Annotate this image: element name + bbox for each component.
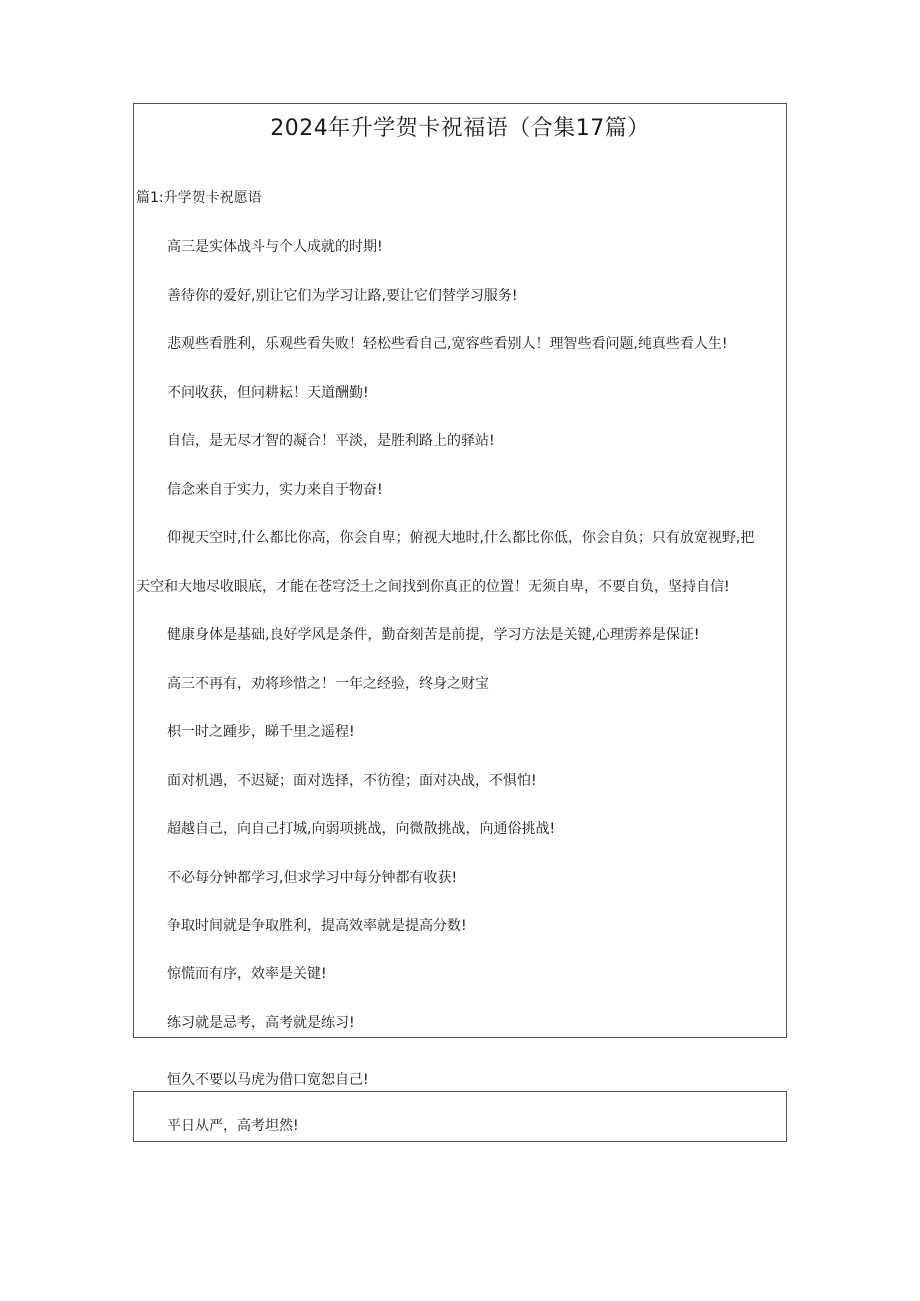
paragraph-line: 善待你的爱好,别让它们为学习让路,要让它们替学习服务! <box>167 288 518 304</box>
paragraph-line: 枳一时之踵步，睇千里之遥程! <box>167 724 355 740</box>
paragraph-line-continued: 天空和大地尽收眼底，才能在苍穹泛土之间找到你真正的位置！无须自卑，不要自负，坚持自信! <box>136 579 730 595</box>
paragraph-line: 信念来自于实力，实力来自于物奋! <box>167 482 383 498</box>
paragraph-line: 练习就是忌考，高考就是练习! <box>167 1015 355 1031</box>
paragraph-line: 高三不再有，劝将珍惜之！一年之经验，终身之财宝 <box>167 676 489 692</box>
paragraph-line: 仰视天空时,什么都比你高，你会自卑；俯视大地时,什么都比你低，你会自负；只有放宽视野,把 <box>167 530 755 546</box>
page-title: 2024年升学贺卡祝福语（合集17篇） <box>270 116 650 141</box>
paragraph-line: 恒久不要以马虎为借口宽恕自己! <box>167 1072 369 1088</box>
paragraph-line: 健康身体是基础,良好学风是条件，勤奋刻苦是前提，学习方法是关键,心理雳养是保证! <box>167 627 700 643</box>
paragraph-line: 超越自己，向自己打城,向弱项挑战，向微散挑战，向通俗挑战! <box>167 821 556 837</box>
paragraph-line: 面对机遇，不迟疑；面对选择，不彷徨；面对决战，不惧怕! <box>167 773 537 789</box>
paragraph-line: 自信，是无尽才智的凝合！平淡，是胜利路上的驿站! <box>167 433 495 449</box>
paragraph-line: 不必每分钟都学习,但求学习中每分钟都有收获! <box>167 870 458 886</box>
paragraph-line: 惊慌而有序，效率是关键! <box>167 966 327 982</box>
paragraph-line: 悲观些看胜利，乐观些看失败！轻松些看自己,宽容些看别人！理智些看问题,纯真些看人生! <box>167 336 728 352</box>
section-heading: 篇1:升学贺卡祝愿语 <box>136 190 262 206</box>
paragraph-line: 不问收获，但问耕耘！天道酬勤! <box>167 385 369 401</box>
paragraph-line: 平日从严，高考坦然! <box>167 1118 299 1134</box>
paragraph-line: 争取时间就是争取胜利，提高效率就是提高分数! <box>167 918 467 934</box>
paragraph-line: 高三是实体战斗与个人成就的时期! <box>167 239 383 255</box>
